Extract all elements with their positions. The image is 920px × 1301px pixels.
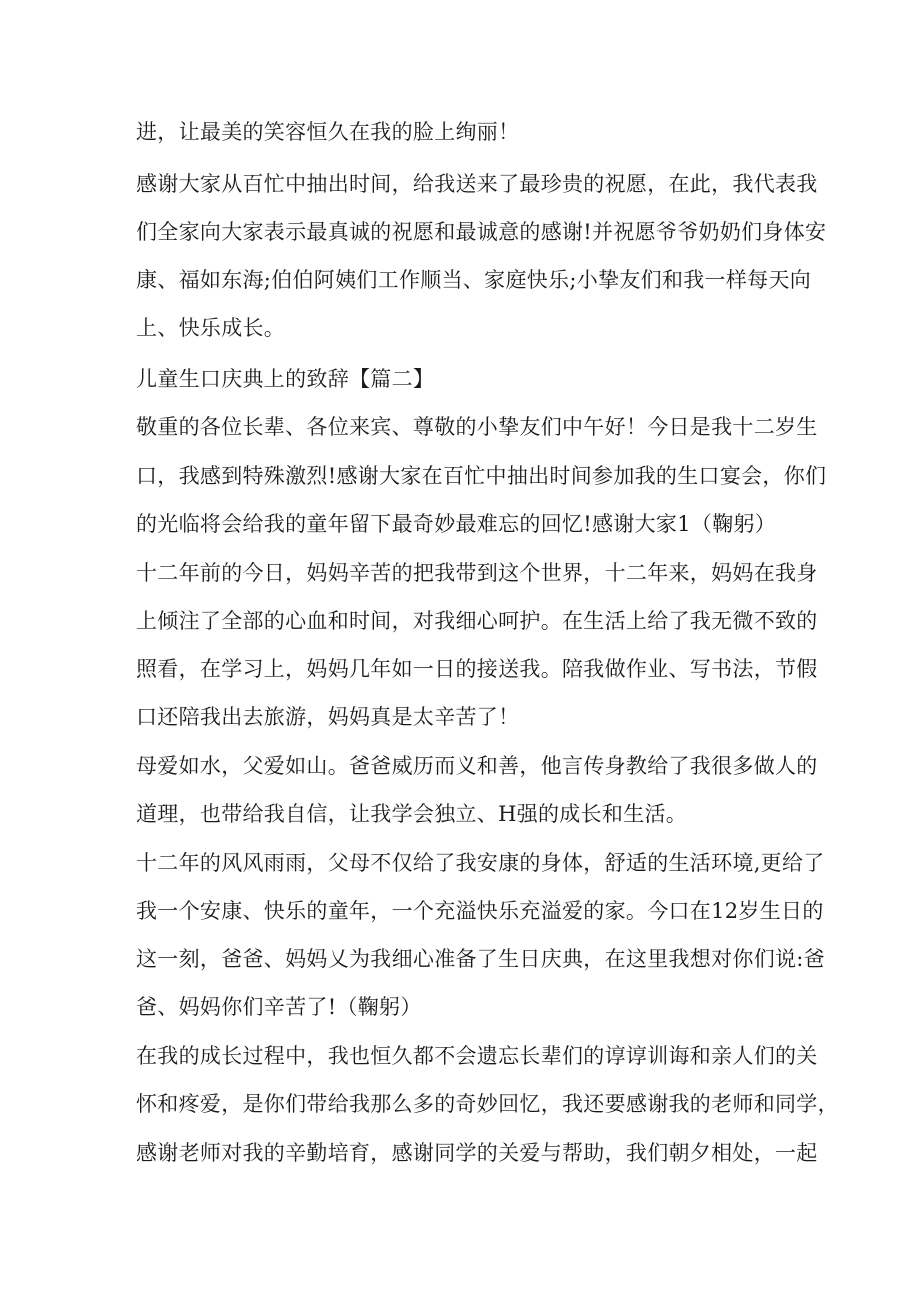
paragraph-line: 的光临将会给我的童年留下最奇妙最难忘的回忆!感谢大家1（鞠躬） bbox=[136, 512, 777, 536]
paragraph-line: 感谢大家从百忙中抽出时间，给我送来了最珍贵的祝愿，在此，我代表我 bbox=[136, 172, 818, 196]
paragraph-line: 照看，在学习上，妈妈几年如一日的接送我。陪我做作业、写书法，节假 bbox=[136, 657, 818, 681]
paragraph-line: 在我的成长过程中，我也恒久都不会遗忘长辈们的谆谆训诲和亲人们的关 bbox=[136, 1044, 818, 1068]
paragraph-line: 口，我感到特殊激烈!感谢大家在百忙中抽出时间参加我的生口宴会，你们 bbox=[136, 464, 827, 488]
paragraph-line: 怀和疼爱，是你们带给我那么多的奇妙回忆，我还要感谢我的老师和同学， bbox=[136, 1092, 839, 1116]
paragraph-line: 上、快乐成长。 bbox=[136, 316, 286, 340]
paragraph-line: 们全家向大家表示最真诚的祝愿和最诚意的感谢!并祝愿爷爷奶奶们身体安 bbox=[136, 220, 827, 244]
paragraph-line: 口还陪我出去旅游，妈妈真是太辛苦了！ bbox=[136, 705, 520, 729]
paragraph-line: 我一个安康、快乐的童年，一个充溢快乐充溢爱的家。今口在12岁生日的 bbox=[136, 899, 824, 923]
paragraph-line: 十二年的风风雨雨，父母不仅给了我安康的身体，舒适的生活环境,更给了 bbox=[136, 851, 825, 875]
paragraph-line: 感谢老师对我的辛勤培育，感谢同学的关爱与帮助，我们朝夕相处，一起 bbox=[136, 1141, 818, 1165]
paragraph-line: 爸、妈妈你们辛苦了!（鞠躬） bbox=[136, 995, 422, 1019]
section-heading: 儿童生口庆典上的致辞【篇二】 bbox=[136, 367, 435, 391]
paragraph-line: 进，让最美的笑容恒久在我的脸上绚丽！ bbox=[136, 120, 520, 144]
paragraph-line: 母爱如水，父爱如山。爸爸威历而义和善，他言传身教给了我很多做人的 bbox=[136, 754, 818, 778]
paragraph-line: 这一刻，爸爸、妈妈乂为我细心准备了生日庆典，在这里我想对你们说:爸 bbox=[136, 947, 825, 971]
paragraph-line: 十二年前的今日，妈妈辛苦的把我带到这个世界，十二年来，妈妈在我身 bbox=[136, 561, 818, 585]
paragraph-line: 康、福如东海;伯伯阿姨们工作顺当、家庭快乐;小挚友们和我一样每天向 bbox=[136, 268, 812, 292]
paragraph-line: 道理，也带给我自信，让我学会独立、H强的成长和生活。 bbox=[136, 802, 688, 826]
paragraph-line: 上倾注了全部的心血和时间，对我细心呵护。在生活上给了我无微不致的 bbox=[136, 609, 818, 633]
paragraph-line: 敬重的各位长辈、各位来宾、尊敬的小挚友们中午好！今日是我十二岁生 bbox=[136, 415, 818, 439]
